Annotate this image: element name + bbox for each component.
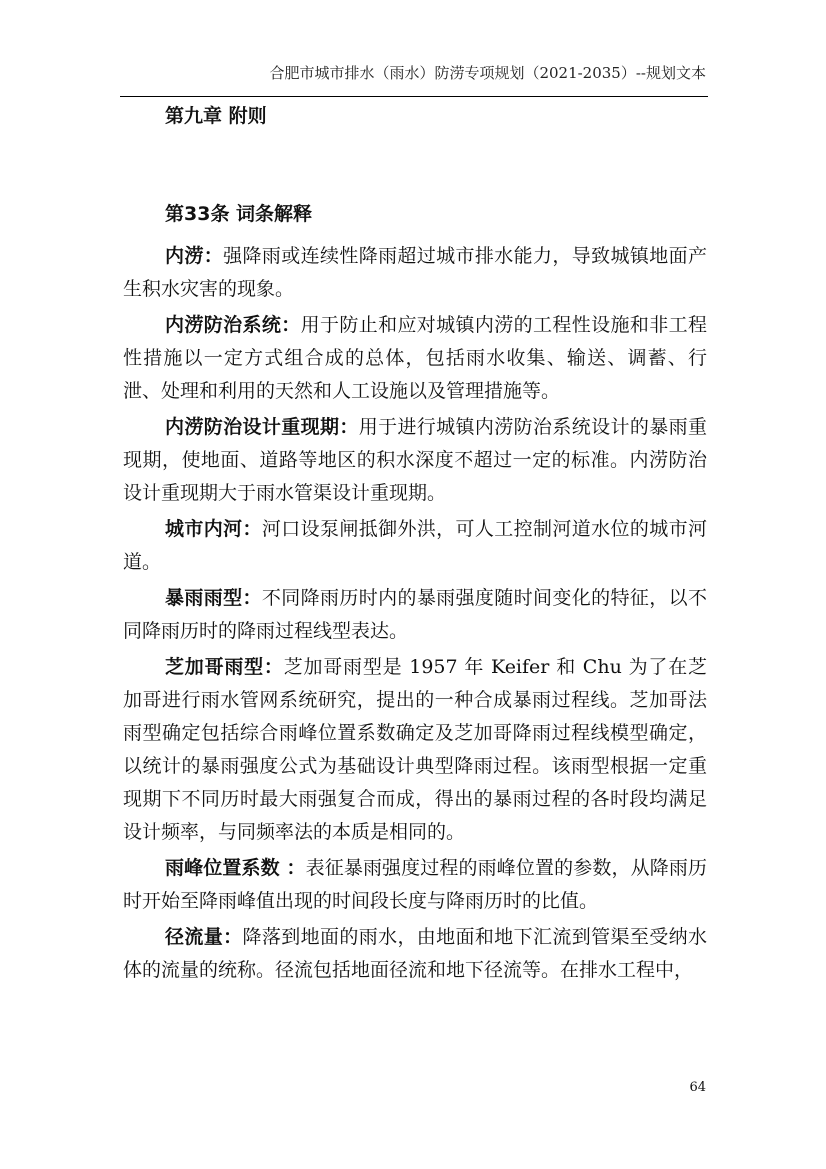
- definition-paragraph: [123, 240, 707, 306]
- header-divider: [120, 96, 708, 97]
- definition-term: 雨峰位置系数 ：: [165, 857, 306, 879]
- definition-text: 降落到地面的雨水，由地面和地下汇流到管渠至受纳水体的流量的统称。径流包括地面径流和地下径流等。在排水工程中，: [123, 926, 707, 981]
- definition-term: 芝加哥雨型：: [165, 656, 284, 678]
- definition-paragraph: [123, 852, 707, 918]
- definition-paragraph: [123, 921, 707, 987]
- definition-text: 表征暴雨强度过程的雨峰位置的参数，从降雨历时开始至降雨峰值出现的时间段长度与降雨历时的比值。: [123, 857, 707, 912]
- definition-text: 用于进行城镇内涝防治系统设计的暴雨重现期，使地面、道路等地区的积水深度不超过一定的标准。内涝防治设计重现期大于雨水管渠设计重现期。: [123, 416, 707, 504]
- definition-text: 芝加哥雨型是 1957 年 Keifer 和 Chu 为了在芝加哥进行雨水管网系统研究，提出的一种合成暴雨过程线。芝加哥法雨型确定包括综合雨峰位置系数确定及芝加哥降雨过程线模型确定，以统计的暴雨强度公式为基础设计典型降雨过程。该雨型根据一定重现期下不同历时最大雨强复合而成，得出的暴雨过程的各时段均满足设计频率，与同频率法的本质是相同的。: [123, 656, 707, 843]
- definition-text: 用于防止和应对城镇内涝的工程性设施和非工程性措施以一定方式组合成的总体，包括雨水收集、输送、调蓄、行泄、处理和利用的天然和人工设施以及管理措施等。: [123, 314, 707, 402]
- definition-term: 暴雨雨型：: [165, 587, 262, 609]
- definitions-list: [123, 240, 707, 990]
- definition-paragraph: [123, 582, 707, 648]
- definition-term: 内涝防治设计重现期：: [165, 416, 359, 438]
- page-header: 合肥市城市排水（雨水）防涝专项规划（2021-2035）--规划文本: [269, 64, 706, 82]
- definition-term: 内涝防治系统：: [165, 314, 301, 336]
- definition-paragraph: [123, 309, 707, 408]
- page-number: 64: [689, 1080, 706, 1095]
- definition-text: 河口设泵闸抵御外洪，可人工控制河道水位的城市河道。: [123, 518, 707, 573]
- definition-term: 城市内河：: [165, 518, 262, 540]
- definition-paragraph: [123, 411, 707, 510]
- definition-text: 强降雨或连续性降雨超过城市排水能力，导致城镇地面产生积水灾害的现象。: [123, 245, 707, 300]
- chapter-title: 第九章 附则: [165, 105, 267, 127]
- definition-paragraph: [123, 513, 707, 579]
- definition-paragraph: [123, 651, 707, 849]
- definition-term: 内涝：: [165, 245, 224, 267]
- article-title: 第33条 词条解释: [165, 203, 313, 225]
- definition-text: 不同降雨历时内的暴雨强度随时间变化的特征，以不同降雨历时的降雨过程线型表达。: [123, 587, 707, 642]
- definition-term: 径流量：: [165, 926, 243, 948]
